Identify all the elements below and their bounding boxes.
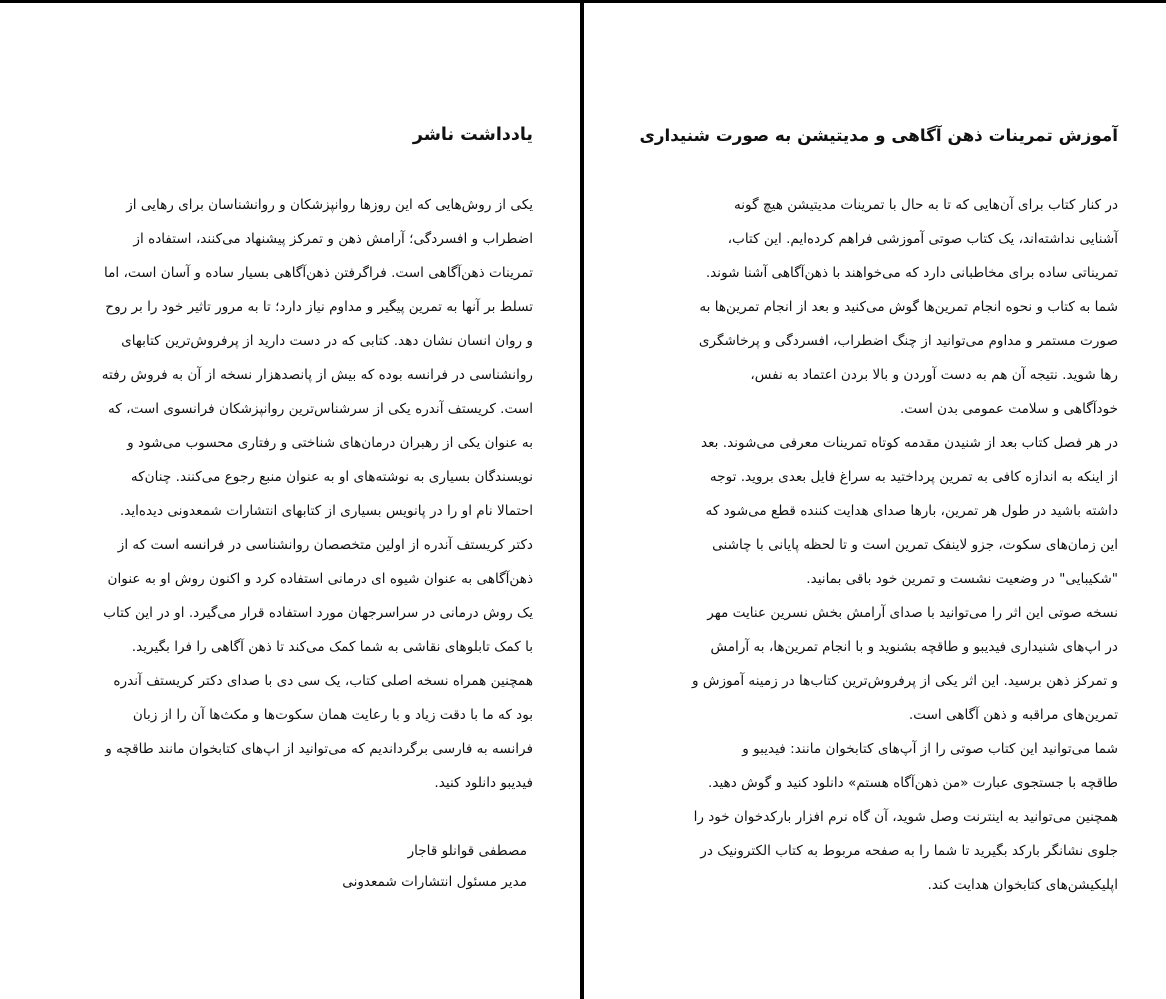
text-line: و تمرکز ذهن برسید. این اثر یکی از پرفروش‌ترین کتاب‌ها در زمینه آموزش و — [691, 673, 1118, 689]
text-line: در هر فصل کتاب بعد از شنیدن مقدمه کوتاه تمرینات معرفی می‌شوند. بعد — [700, 435, 1118, 451]
text-line: دکتر کریستف آندره از اولین متخصصان روانشناسی در فرانسه است که از — [117, 537, 533, 553]
text-line: تمریناتی ساده برای مخاطبانی دارد که می‌خواهند با ذهن‌آگاهی آشنا شوند. — [705, 265, 1118, 281]
text-line: یکی از روش‌هایی که این روزها روانپزشکان و روانشناسان برای رهایی از — [126, 197, 533, 213]
page-title: یادداشت ناشر — [412, 125, 533, 145]
text-line: است. کریستف آندره یکی از سرشناس‌ترین روانپزشکان فرانسوی است، که — [108, 401, 533, 417]
text-line: داشته باشید در طول هر تمرین، بارها صدای هدایت کننده قطع می‌شود که — [705, 503, 1118, 519]
publisher-note-body — [45, 190, 533, 802]
text-line: تسلط بر آنها به تمرین پیگیر و مداوم نیاز دارد؛ تا به مرور تاثیر خود را بر روح — [105, 299, 533, 315]
text-line: در اپ‌های شنیداری فیدیبو و طاقچه بشنوید و با انجام تمرین‌ها، به آرامش — [710, 639, 1118, 655]
text-line: بود که ما با دقت زیاد و با رعایت همان سکوت‌ها و مکث‌ها آن را از زبان — [132, 707, 533, 723]
text-line: این زمان‌های سکوت، جزو لاینفک تمرین است و تا لحظه پایانی با چاشنی — [712, 537, 1118, 553]
text-line: به عنوان یکی از رهبران درمان‌های شناختی و رفتاری محسوب می‌شود و — [127, 435, 533, 451]
text-line: و روان انسان نشان دهد. کتابی که در دست دارید از پرفروش‌ترین کتابهای — [121, 333, 533, 349]
text-line: همچنین همراه نسخه اصلی کتاب، یک سی دی با صدای دکتر کریستف آندره — [113, 673, 533, 689]
page-title: آموزش تمرینات ذهن آگاهی و مدیتیشن به صورت شنیداری — [639, 125, 1118, 145]
signature-name: مصطفی قوانلو قاجار — [407, 843, 527, 859]
text-line: طاقچه با جستجوی عبارت «من ذهن‌آگاه هستم» دانلود کنید و گوش دهید. — [708, 775, 1118, 791]
text-line: با کمک تابلوهای نقاشی به شما کمک می‌کند تا ذهن آگاهی را فرا بگیرید. — [131, 639, 533, 655]
text-line: شما به کتاب و نحوه انجام تمرین‌ها گوش می‌کنید و بعد از انجام تمرین‌ها به — [699, 299, 1118, 315]
audio-training-body — [636, 190, 1118, 904]
text-line: یک روش درمانی در سراسرجهان مورد استفاده قرار می‌گیرد. او در این کتاب — [103, 605, 533, 621]
text-line: روانشناسی در فرانسه بوده که بیش از پانصدهزار نسخه از آن به فروش رفته — [101, 367, 533, 383]
text-line: رها شوید. نتیجه آن هم به دست آوردن و بالا بردن اعتماد به نفس، — [750, 367, 1118, 383]
text-line: شما می‌توانید این کتاب صوتی را از آپ‌های کتابخوان مانند: فیدیبو و — [742, 741, 1118, 757]
page-gutter-divider — [580, 0, 584, 999]
text-line: خودآگاهی و سلامت عمومی بدن است. — [899, 401, 1118, 417]
text-line: صورت مستمر و مداوم می‌توانید از چنگ اضطراب، افسردگی و پرخاشگری — [698, 333, 1118, 349]
signature-role: مدیر مسئول انتشارات شمعدونی — [342, 874, 527, 890]
text-line: تمرین‌های مراقبه و ذهن آگاهی است. — [908, 707, 1118, 723]
text-line: فیدیبو دانلود کنید. — [434, 775, 533, 791]
text-line: همچنین می‌توانید به اینترنت وصل شوید، آن گاه نرم افزار بارکدخوان خود را — [693, 809, 1118, 825]
text-line: جلوی نشانگر بارکد بگیرید تا شما را به صفحه مربوط به کتاب الکترونیک در — [700, 843, 1118, 859]
text-line: در کنار کتاب برای آن‌هایی که تا به حال با تمرینات مدیتیشن هیچ گونه — [733, 197, 1118, 213]
text-line: تمرینات ذهن‌آگاهی است. فراگرفتن ذهن‌آگاهی بسیار ساده و آسان است، اما — [103, 265, 533, 281]
text-line: اپلیکیشن‌های کتابخوان هدایت کند. — [927, 877, 1118, 893]
signature-block — [342, 836, 527, 898]
text-line: نسخه صوتی این اثر را می‌توانید با صدای آرامش بخش نسرین عنایت مهر — [707, 605, 1118, 621]
text-line: آشنایی نداشته‌اند، یک کتاب صوتی آموزشی فراهم کرده‌ایم. این کتاب، — [727, 231, 1118, 247]
text-line: احتمالا نام او را در پانویس بسیاری از کتابهای انتشارات شمعدونی دیده‌اید. — [119, 503, 533, 519]
text-line: ذهن‌آگاهی به عنوان شیوه ای درمانی استفاده کرد و اکنون روش او به عنوان — [107, 571, 533, 587]
text-line: "شکیبایی" در وضعیت نشست و تمرین خود باقی بمانید. — [806, 571, 1118, 587]
text-line: نویسندگان بسیاری به نوشته‌های او به عنوان منبع رجوع می‌کنند. چنان‌که — [130, 469, 533, 485]
text-line: از اینکه به اندازه کافی به تمرین پرداختید به سراغ فایل بعدی بروید. توجه — [709, 469, 1118, 485]
text-line: اضطراب و افسردگی؛ آرامش ذهن و تمرکز پیشنهاد می‌کنند، استفاده از — [133, 231, 533, 247]
text-line: فرانسه به فارسی برگرداندیم که می‌توانید از اپ‌های کتابخوان مانند طاقچه و — [105, 741, 533, 757]
